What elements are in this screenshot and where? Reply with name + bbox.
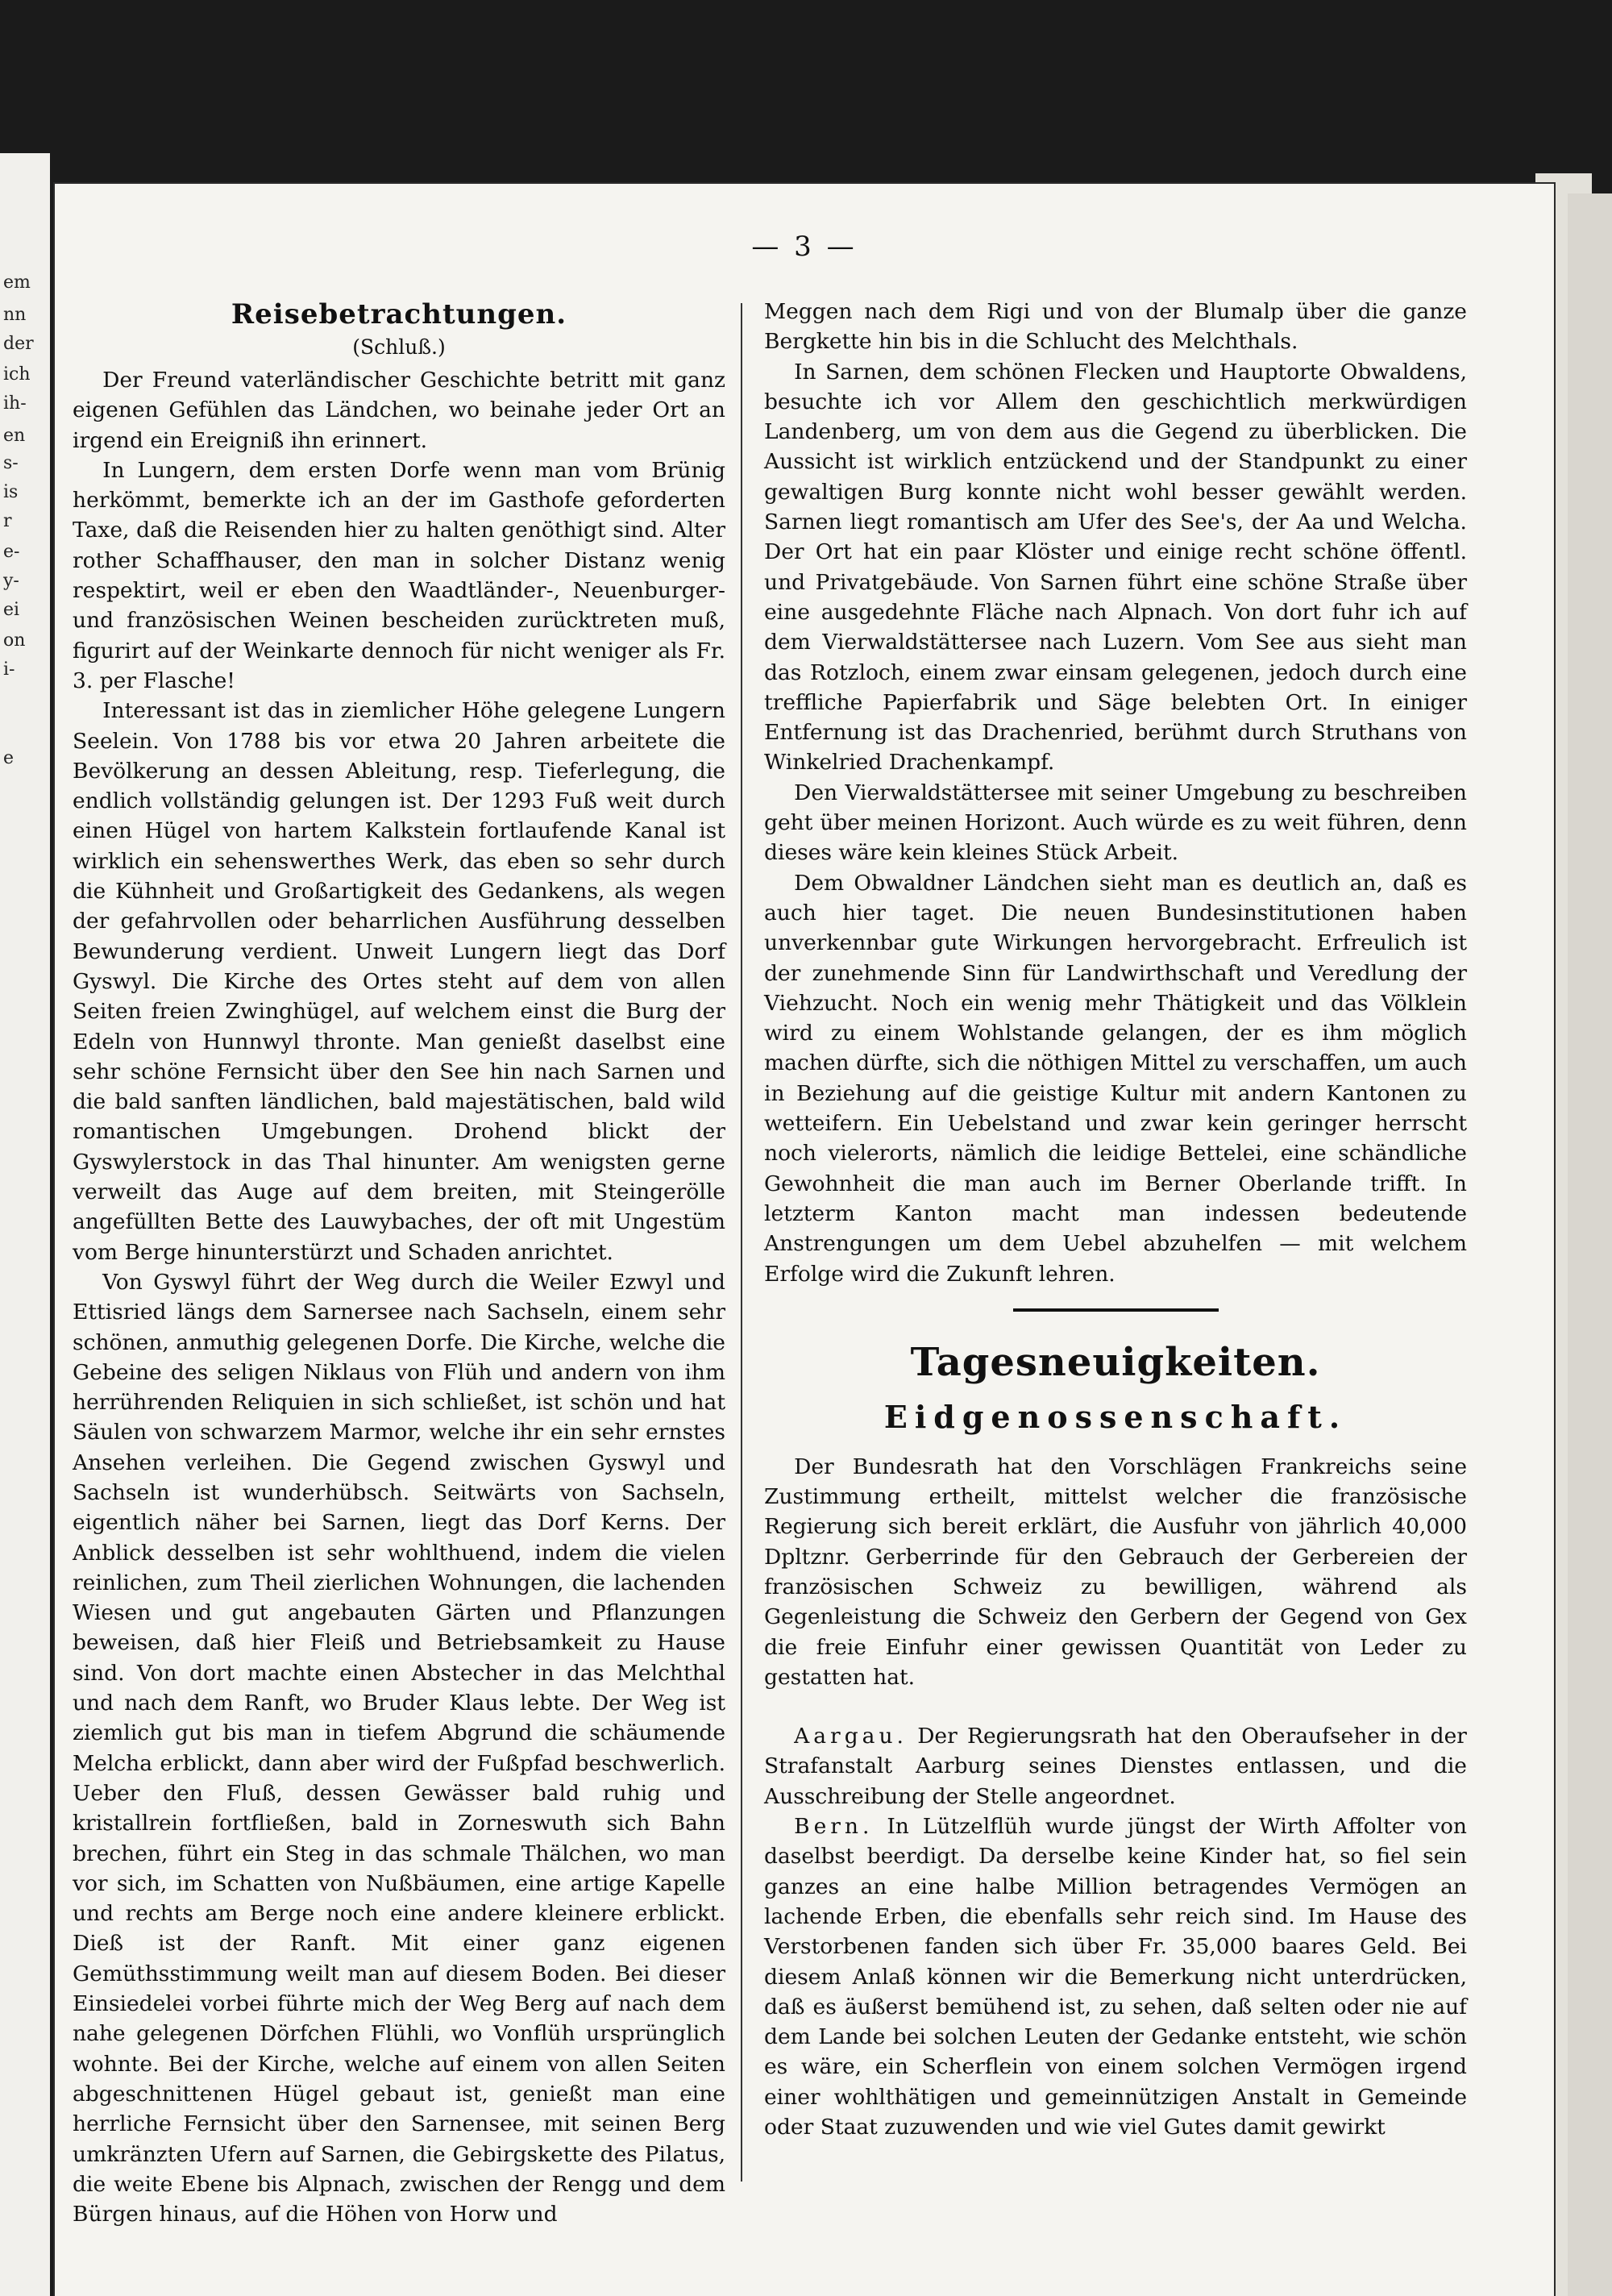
column-divider — [741, 303, 742, 2182]
facing-page-left — [0, 153, 50, 2296]
facing-page-fragment: en — [3, 426, 26, 446]
news-item-text: Der Regierungsrath hat den Oberaufseher in der Strafanstalt Aarburg seines Dienstes entlassen, und die Ausschreibung der Stelle angeordnet. — [764, 1724, 1467, 1809]
section-separator — [1013, 1308, 1219, 1312]
column-right — [764, 297, 1467, 2142]
facing-page-fragment: y- — [3, 571, 19, 591]
facing-page-fragment: nn — [3, 305, 27, 325]
column-left — [73, 297, 725, 2229]
news-item — [764, 1811, 1467, 2142]
news-item-text: Der Bundesrath hat den Vorschlägen Frankreichs seine Zustimmung ertheilt, mittelst welcher die französische Regierung sich bereit erklärt, die Ausfuhr von jährlich 40,000 Dpltznr. Gerberrinde für den Gebrauch der Gerbereien der französischen Schweiz zu bewilligen, während als Gegenleistung die Schweiz den Gerbern der Gegend von Gex die freie Einfuhr einer gewissen Quantität von Leder zu gestatten hat. — [764, 1454, 1467, 1690]
article-title: Reisebetrachtungen. — [231, 298, 567, 331]
article-paragraph: Der Freund vaterländischer Geschichte betritt mit ganz eigenen Gefühlen das Ländchen, wo beinahe jeder Ort an irgend ein Ereigniß ihn erinnert. — [73, 368, 725, 453]
news-item-place: Aargau. — [794, 1724, 908, 1749]
facing-page-fragment: e — [3, 748, 15, 768]
article-paragraph-continued: Meggen nach dem Rigi und von der Blumalp über die ganze Bergkette hin bis in die Schlucht des Melchthals. — [764, 299, 1467, 355]
news-heading: Tagesneuigkeiten. — [910, 1339, 1321, 1385]
page-number: — 3 — — [751, 231, 858, 263]
facing-page-fragment: der — [3, 334, 34, 354]
facing-page-fragment: ei — [3, 600, 20, 620]
facing-page-fragment: s- — [3, 453, 19, 473]
article-paragraph: In Sarnen, dem schönen Flecken und Hauptorte Obwaldens, besuchte ich vor Allem den geschichtlich merkwürdigen Landenberg, um von dem aus die Gegend zu überblicken. Die Aussicht ist wirklich entzückend und der Standpunkt zu einer gewaltigen Burg konnte nicht wohl besser gewählt werden. Sarnen liegt romantisch am Ufer des See's, der Aa und Welcha. Der Ort hat ein paar Klöster und einige recht schöne öffentl. und Privatgebäude. Von Sarnen führt eine schöne Straße über eine ausgedehnte Fläche nach Alpnach. Von dort fuhr ich auf dem Vierwaldstättersee nach Luzern. Vom See aus sieht man das Rotzloch, einem zwar einsam gelegenen, jedoch durch eine treffliche Papierfabrik und Säge belebten Ort. In einiger Entfernung ist das Drachenried, berühmt durch Struthans von Winkelried Drachenkampf. — [764, 359, 1467, 776]
news-item-text: In Lützelflüh wurde jüngst der Wirth Affolter von daselbst beerdigt. Da derselbe keine Kinder hat, so fiel sein ganzes an eine halbe Million betragendes Vermögen an lachende Erben, die ebenfalls sehr reich sind. Im Hause des Verstorbenen fanden sich über Fr. 35,000 baares Geld. Bei diesem Anlaß können wir die Bemerkung nicht unterdrücken, daß es äußerst bemühend ist, zu sehen, daß selten oder nie auf dem Lande bei solchen Leuten der Gedanke entsteht, wie schön es wäre, ein Scherflein von einem solchen Vermögen irgend einer wohlthätigen und gemeinnützigen Anstalt in Gemeinde oder Staat zuzuwenden und wie viel Gutes damit gewirkt — [764, 1814, 1467, 2140]
article-paragraph: In Lungern, dem ersten Dorfe wenn man vom Brünig herkömmt, bemerkte ich an der im Gasthofe geforderten Taxe, daß die Reisenden hier zu halten genöthigt sind. Alter rother Schaffhauser, den man in solcher Distanz wenig respektirt, weil er eben den Waadtländer-, Neuenburger- und französischen Weinen bescheiden zurücktreten muß, figurirt auf der Weinkarte dennoch für nicht weniger als Fr. 3. per Flasche! — [73, 457, 725, 693]
facing-page-fragment: i- — [3, 659, 15, 680]
news-item-place: Bern. — [794, 1814, 874, 1840]
facing-page-fragment: em — [3, 272, 31, 293]
facing-page-fragment: ich — [3, 364, 31, 385]
article-paragraph: Interessant ist das in ziemlicher Höhe gelegene Lungern Seelein. Von 1788 bis vor etwa 20 Jahren arbeitete die Bevölkerung an dessen Ableitung, resp. Tieferlegung, die endlich vollständig gelungen ist. Der 1293 Fuß weit durch einen Hügel von hartem Kalkstein fortlaufende Kanal ist wirklich ein sehenswerthes Werk, das eben so sehr durch die Kühnheit und Großartigkeit des Gedankens, als wegen der gefahrvollen oder beharrlichen Ausführung desselben Bewunderung verdient. Unweit Lungern liegt das Dorf Gyswyl. Die Kirche des Ortes steht auf dem von allen Seiten freien Zwinghügel, auf welchem einst die Burg der Edeln von Hunnwyl thronte. Man genießt daselbst eine sehr schöne Fernsicht über den See hin nach Sarnen und die bald sanften ländlichen, bald majestätischen, bald wild romantischen Umgebungen. Drohend blickt der Gyswylerstock in das Thal hinunter. Am wenigsten gerne verweilt das Auge auf dem breiten, mit Steingerölle angefüllten Bette des Lauwybaches, der oft mit Ungestüm vom Berge hinunterstürzt und Schaden anrichtet. — [73, 698, 725, 1265]
article-paragraph: Von Gyswyl führt der Weg durch die Weiler Ezwyl und Ettisried längs dem Sarnersee nach Sachseln, einem sehr schönen, anmuthig gelegenen Dorfe. Die Kirche, welche die Gebeine des seligen Niklaus von Flüh und andern von ihm herrührenden Reliquien in sich schließet, ist schön und hat Säulen von schwarzem Marmor, welche ihr ein sehr ernstes Ansehen verleihen. Die Gegend zwischen Gyswyl und Sachseln ist wunderhübsch. Seitwärts von Sachseln, eigentlich näher bei Sarnen, liegt das Dorf Kerns. Der Anblick desselben ist sehr wohlthuend, indem die vielen reinlichen, zum Theil zierlichen Wohnungen, die lachenden Wiesen und gut angebauten Gärten und Pflanzungen beweisen, daß hier Fleiß und Betriebsamkeit zu Hause sind. Von dort machte einen Abstecher in das Melchthal und nach dem Ranft, wo Bruder Klaus lebte. Der Weg ist ziemlich gut bis man in tiefem Abgrund die schäumende Melcha erblickt, dann aber wird der Fußpfad beschwerlich. Ueber den Fluß, dessen Gewässer bald ruhig und kristallrein fortfließen, bald in Zorneswuth sich Bahn brechen, führt ein Steg in das schmale Thälchen, wo man vor sich, im Schatten von Nußbäumen, eine artige Kapelle und rechts am Berge noch eine andere kleinere erblickt. Dieß ist der Ranft. Mit einer ganz eigenen Gemüthsstimmung weilt man auf diesem Boden. Bei dieser Einsiedelei vorbei führte mich der Weg Berg auf nach dem nahe gelegenen Dörfchen Flühli, wo Vonflüh ursprünglich wohnte. Bei der Kirche, welche auf einem von allen Seiten abgeschnittenen Hügel gebaut ist, genießt man eine herrliche Fernsicht über den Sarnensee, mit seinen Berg umkränzten Ufern auf Sarnen, die Gebirgskette des Pilatus, die weite Ebene bis Alpnach, zwischen der Rengg und dem Bürgen hinaus, auf die Höhen von Horw und — [73, 1269, 725, 2227]
article-paragraph: Dem Obwaldner Ländchen sieht man es deutlich an, daß es auch hier taget. Die neuen Bundesinstitutionen haben unverkennbar gute Wirkungen hervorgebracht. Erfreulich ist der zunehmende Sinn für Landwirthschaft und Veredlung der Viehzucht. Noch ein wenig mehr Thätigkeit und das Völklein wird zu einem Wohlstande gelangen, der es ihm möglich machen dürfte, sich die nöthigen Mittel zu verschaffen, um auch in Beziehung auf die geistige Kultur mit andern Kantonen zu wetteifern. Ein Uebelstand und zwar kein geringer herrscht noch vielerorts, nämlich die leidige Bettelei, eine schändliche Gewohnheit die man auch im Berner Oberlande trifft. In letzterm Kanton macht man indessen bedeutende Anstrengungen um dem Uebel abzuhelfen — mit welchem Erfolge wird die Zukunft lehren. — [764, 870, 1467, 1287]
newspaper-page — [55, 184, 1554, 2296]
facing-page-fragment: e- — [3, 542, 20, 562]
facing-page-fragment: ih- — [3, 393, 27, 414]
facing-page-fragment: is — [3, 482, 19, 502]
article-subtitle: (Schluß.) — [352, 335, 446, 359]
news-section-heading: Eidgenossenschaft. — [883, 1398, 1348, 1435]
page-edge-stack-outer — [1568, 193, 1612, 2296]
spacer — [764, 1692, 1467, 1721]
article-paragraph: Den Vierwaldstättersee mit seiner Umgebung zu beschreiben geht über meinen Horizont. Auch würde es zu weit führen, denn dieses wäre kein kleines Stück Arbeit. — [764, 780, 1467, 866]
facing-page-fragment: on — [3, 630, 26, 651]
news-item — [764, 1721, 1467, 1811]
news-item — [764, 1452, 1467, 1692]
facing-page-fragment: r — [3, 511, 12, 531]
